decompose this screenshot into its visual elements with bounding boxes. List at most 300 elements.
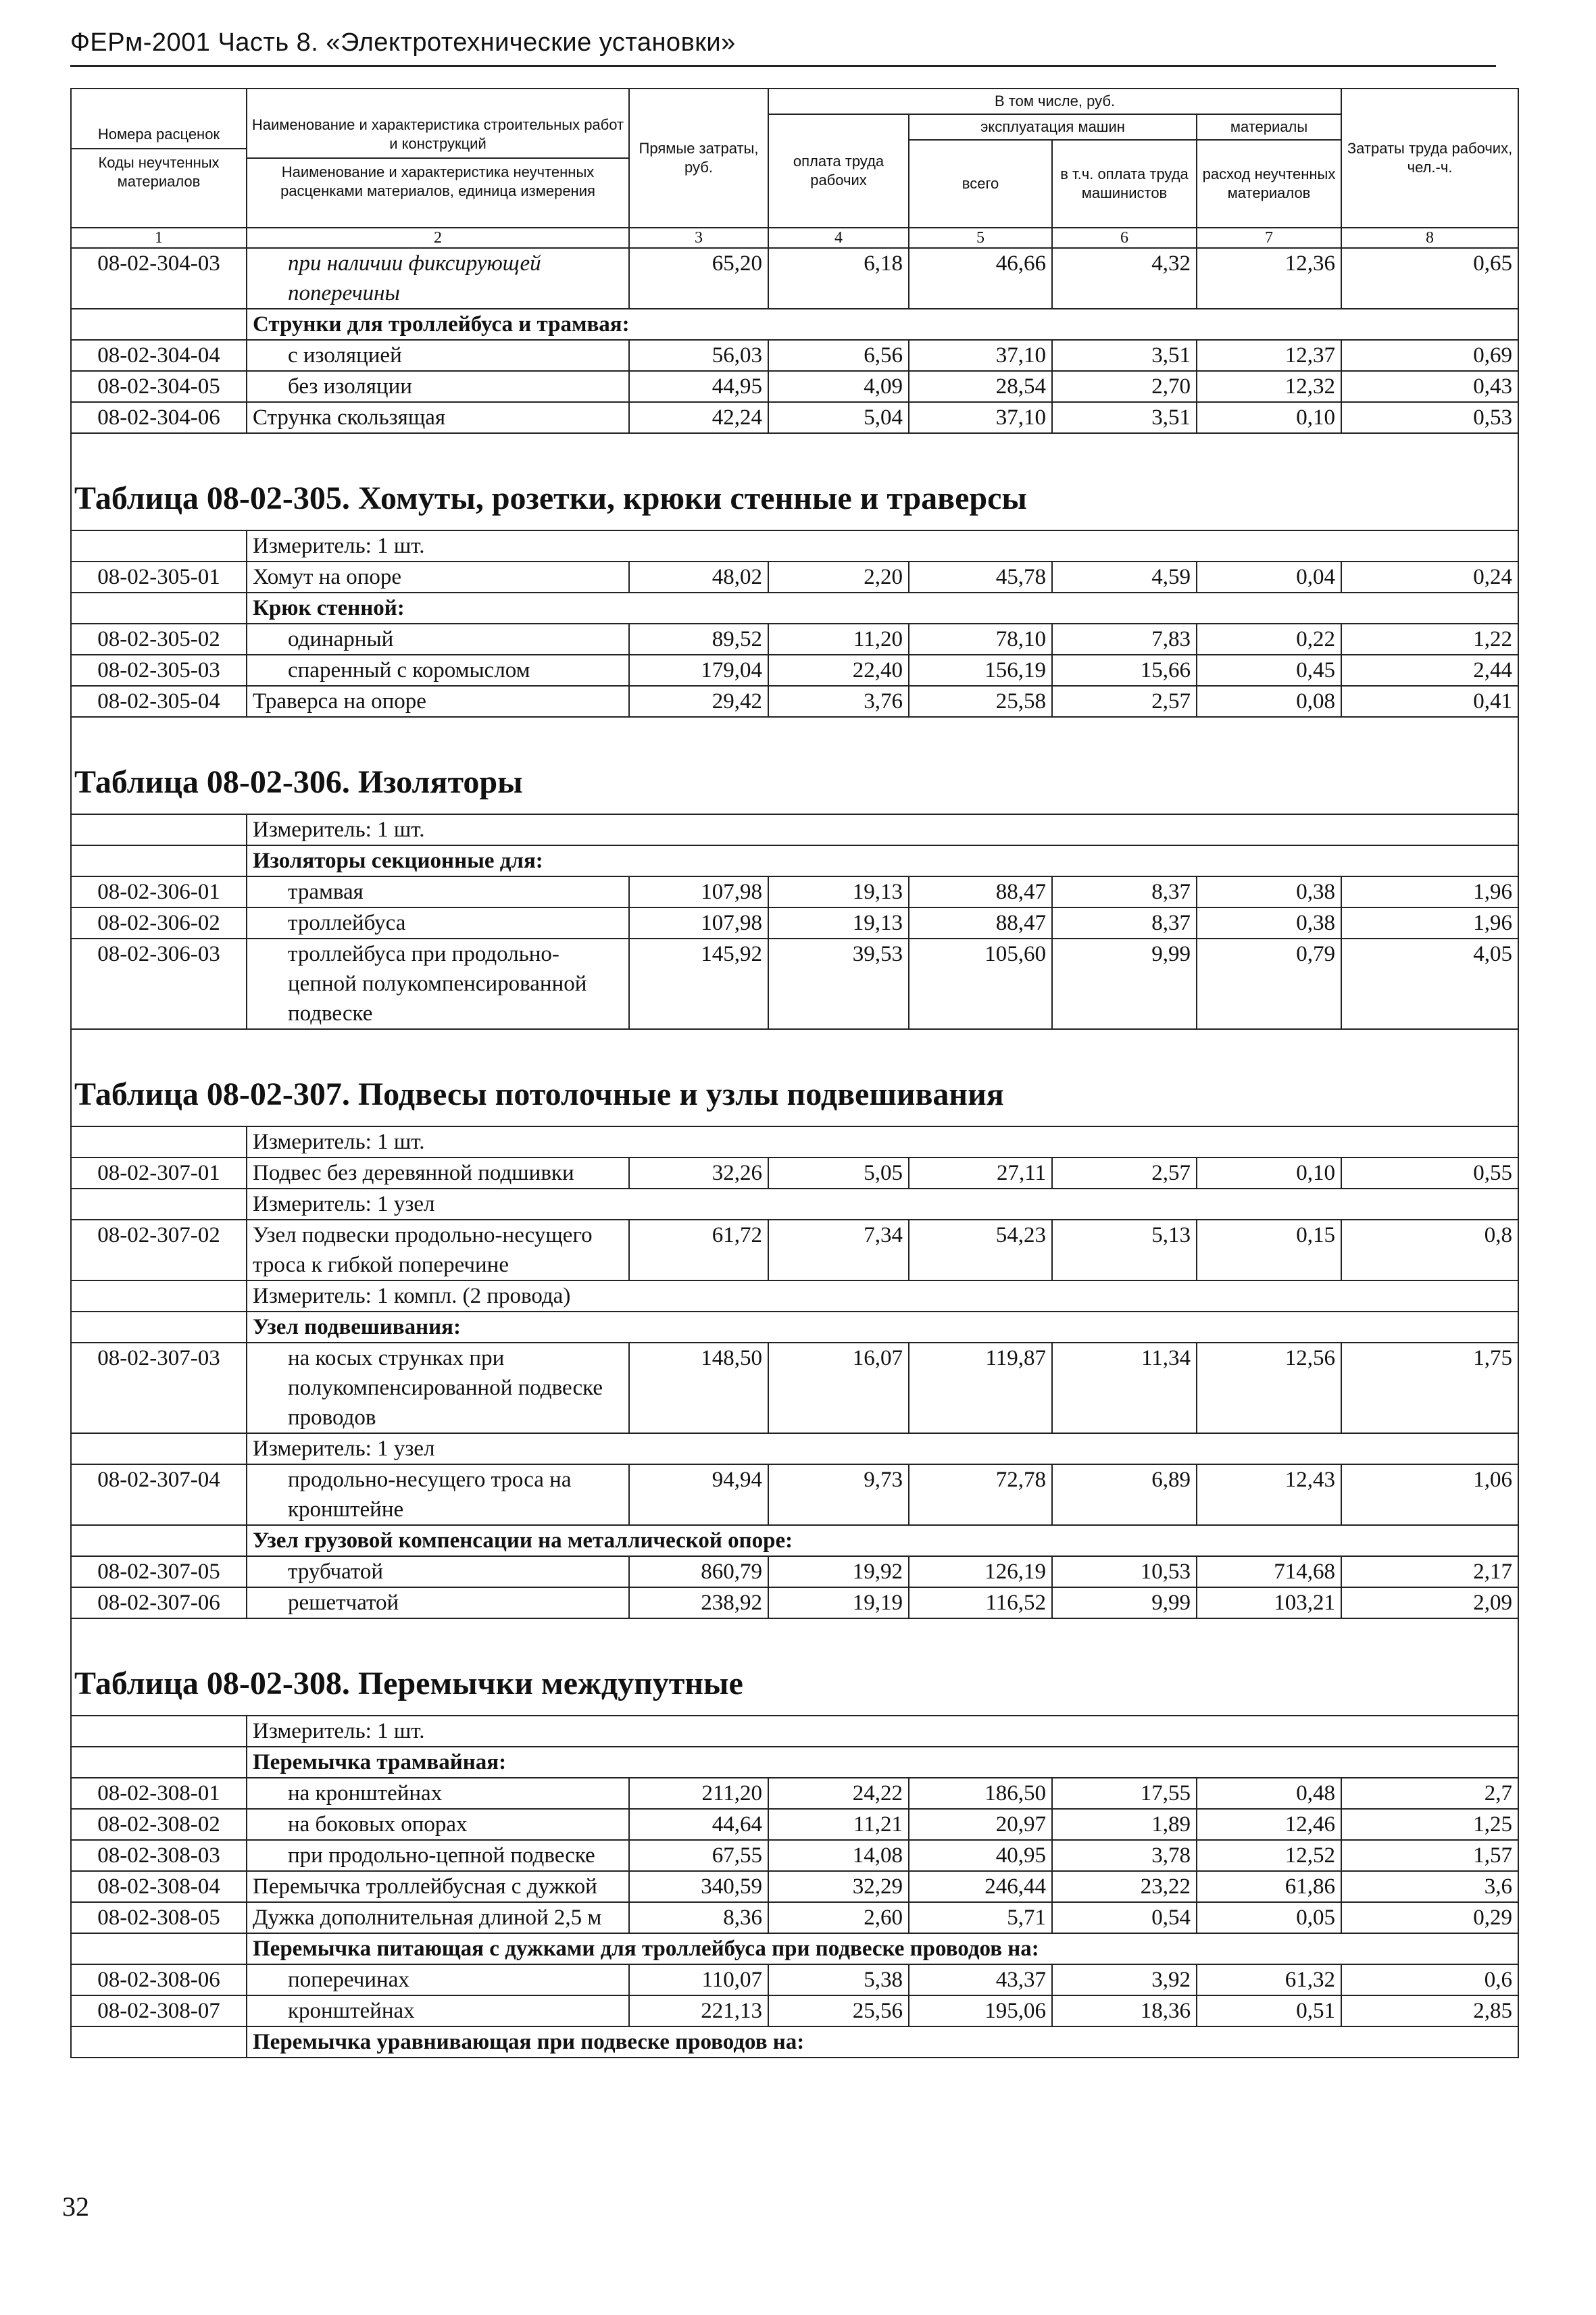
work-name: Узел подвески продольно-несущего троса к гибкой поперечине (247, 1220, 629, 1280)
table-body (71, 89, 1518, 2058)
table-row (71, 1464, 1518, 1525)
header-direct-costs: Прямые затраты, руб. (629, 89, 768, 228)
machines-total-value: 20,97 (909, 1809, 1052, 1840)
machinist-pay-value: 10,53 (1052, 1556, 1197, 1587)
rate-code: 08-02-307-03 (71, 1343, 247, 1433)
header-name-bottom: Наименование и характеристика неучтенных расценками материалов, единица измерения (280, 164, 595, 199)
materials-value: 12,46 (1197, 1809, 1341, 1840)
table-row (71, 1995, 1518, 2026)
table-row (71, 876, 1518, 907)
column-number: 5 (909, 228, 1052, 248)
measure-spacer (71, 1126, 247, 1158)
machines-total-value: 25,58 (909, 686, 1052, 717)
direct-costs-value: 89,52 (629, 624, 768, 655)
subheading: Узел подвешивания: (247, 1312, 1518, 1343)
subheading: Перемычка уравнивающая при подвеске проводов на: (247, 2026, 1518, 2058)
labor-costs-value: 0,29 (1341, 1902, 1518, 1933)
machines-total-value: 46,66 (909, 248, 1052, 309)
column-number: 3 (629, 228, 768, 248)
machinist-pay-value: 3,92 (1052, 1964, 1197, 1995)
labor-pay-value: 19,19 (768, 1587, 909, 1618)
machines-total-value: 186,50 (909, 1778, 1052, 1809)
labor-costs-value: 2,44 (1341, 655, 1518, 686)
subheading: Изоляторы секционные для: (247, 845, 1518, 876)
direct-costs-value: 94,94 (629, 1464, 768, 1525)
labor-pay-value: 5,38 (768, 1964, 909, 1995)
header-name (247, 89, 629, 228)
table-row (71, 1902, 1518, 1933)
header-codes (71, 89, 247, 228)
table-row (71, 562, 1518, 593)
unit-of-measure: Измеритель: 1 шт. (247, 1716, 1518, 1747)
materials-value: 0,15 (1197, 1220, 1341, 1280)
table-row (71, 1220, 1518, 1280)
machinist-pay-value: 2,57 (1052, 686, 1197, 717)
subheading-spacer (71, 1312, 247, 1343)
rate-code: 08-02-304-04 (71, 340, 247, 371)
subheading-spacer (71, 1747, 247, 1778)
table-row (71, 248, 1518, 309)
work-name: Струнка скользящая (247, 402, 629, 433)
materials-value: 12,37 (1197, 340, 1341, 371)
table-row (71, 907, 1518, 939)
section-title-row (71, 745, 1518, 814)
direct-costs-value: 44,64 (629, 1809, 768, 1840)
header-rule (70, 65, 1496, 67)
subheading-row (71, 1933, 1518, 1964)
unit-of-measure: Измеритель: 1 компл. (2 провода) (247, 1280, 1518, 1312)
work-name: трамвая (247, 876, 629, 907)
table-row (71, 686, 1518, 717)
materials-value: 0,05 (1197, 1902, 1341, 1933)
materials-value: 0,45 (1197, 655, 1341, 686)
machinist-pay-value: 9,99 (1052, 1587, 1197, 1618)
section-gap (71, 433, 1518, 461)
unit-of-measure: Измеритель: 1 шт. (247, 530, 1518, 562)
header-machinist-pay: в т.ч. оплата труда машинистов (1052, 140, 1197, 228)
subheading-row (71, 2026, 1518, 2058)
subheading-spacer (71, 2026, 247, 2058)
rate-code: 08-02-305-03 (71, 655, 247, 686)
unit-of-measure: Измеритель: 1 узел (247, 1189, 1518, 1220)
measure-spacer (71, 1716, 247, 1747)
unit-of-measure: Измеритель: 1 узел (247, 1433, 1518, 1464)
section-title: Таблица 08-02-307. Подвесы потолочные и узлы подвешивания (71, 1057, 1518, 1126)
rate-code: 08-02-306-02 (71, 907, 247, 939)
table-row (71, 1871, 1518, 1902)
work-name: продольно-несущего троса на кронштейне (247, 1464, 629, 1525)
labor-pay-value: 5,04 (768, 402, 909, 433)
labor-pay-value: 3,76 (768, 686, 909, 717)
work-name: при продольно-цепной подвеске (247, 1840, 629, 1871)
machinist-pay-value: 4,32 (1052, 248, 1197, 309)
labor-costs-value: 0,55 (1341, 1158, 1518, 1189)
labor-costs-value: 1,06 (1341, 1464, 1518, 1525)
header-materials-consumption: расход неучтенных материалов (1197, 140, 1341, 228)
rate-code: 08-02-308-01 (71, 1778, 247, 1809)
rate-code: 08-02-308-06 (71, 1964, 247, 1995)
labor-costs-value: 0,41 (1341, 686, 1518, 717)
machines-total-value: 40,95 (909, 1840, 1052, 1871)
work-name: троллейбуса (247, 907, 629, 939)
direct-costs-value: 211,20 (629, 1778, 768, 1809)
labor-pay-value: 5,05 (768, 1158, 909, 1189)
measure-row (71, 1716, 1518, 1747)
rate-code: 08-02-307-06 (71, 1587, 247, 1618)
machinist-pay-value: 18,36 (1052, 1995, 1197, 2026)
work-name: Подвес без деревянной подшивки (247, 1158, 629, 1189)
header-row-1 (71, 89, 1518, 114)
table-row (71, 402, 1518, 433)
direct-costs-value: 107,98 (629, 876, 768, 907)
labor-costs-value: 1,25 (1341, 1809, 1518, 1840)
rate-code: 08-02-307-04 (71, 1464, 247, 1525)
machines-total-value: 72,78 (909, 1464, 1052, 1525)
header-codes-divider (72, 148, 246, 149)
work-name: с изоляцией (247, 340, 629, 371)
direct-costs-value: 65,20 (629, 248, 768, 309)
machinist-pay-value: 4,59 (1052, 562, 1197, 593)
header-codes-bottom: Коды неучтенных материалов (98, 154, 220, 190)
machines-total-value: 45,78 (909, 562, 1052, 593)
rates-table (70, 88, 1519, 2058)
machinist-pay-value: 11,34 (1052, 1343, 1197, 1433)
table-row (71, 655, 1518, 686)
subheading: Узел грузовой компенсации на металлической опоре: (247, 1525, 1518, 1556)
machinist-pay-value: 1,89 (1052, 1809, 1197, 1840)
direct-costs-value: 145,92 (629, 939, 768, 1029)
labor-pay-value: 6,56 (768, 340, 909, 371)
work-name: одинарный (247, 624, 629, 655)
table-row (71, 1840, 1518, 1871)
machines-total-value: 105,60 (909, 939, 1052, 1029)
materials-value: 61,86 (1197, 1871, 1341, 1902)
materials-value: 0,48 (1197, 1778, 1341, 1809)
table-row (71, 1809, 1518, 1840)
rate-code: 08-02-307-01 (71, 1158, 247, 1189)
rate-code: 08-02-308-02 (71, 1809, 247, 1840)
labor-pay-value: 2,20 (768, 562, 909, 593)
measure-spacer (71, 1433, 247, 1464)
subheading-row (71, 309, 1518, 340)
subheading-spacer (71, 1525, 247, 1556)
direct-costs-value: 860,79 (629, 1556, 768, 1587)
machines-total-value: 28,54 (909, 371, 1052, 402)
table-row (71, 1964, 1518, 1995)
labor-pay-value: 19,13 (768, 907, 909, 939)
labor-costs-value: 0,8 (1341, 1220, 1518, 1280)
machines-total-value: 54,23 (909, 1220, 1052, 1280)
labor-costs-value: 1,96 (1341, 907, 1518, 939)
machines-total-value: 5,71 (909, 1902, 1052, 1933)
materials-value: 12,52 (1197, 1840, 1341, 1871)
measure-row (71, 1280, 1518, 1312)
materials-value: 0,79 (1197, 939, 1341, 1029)
materials-value: 714,68 (1197, 1556, 1341, 1587)
direct-costs-value: 48,02 (629, 562, 768, 593)
materials-value: 0,04 (1197, 562, 1341, 593)
rate-code: 08-02-306-01 (71, 876, 247, 907)
labor-costs-value: 0,24 (1341, 562, 1518, 593)
section-title-row (71, 1057, 1518, 1126)
section-title: Таблица 08-02-306. Изоляторы (71, 745, 1518, 814)
rate-code: 08-02-308-04 (71, 1871, 247, 1902)
materials-value: 0,10 (1197, 402, 1341, 433)
header-column-numbers (71, 228, 1518, 248)
header-including: В том числе, руб. (768, 89, 1341, 114)
labor-costs-value: 0,69 (1341, 340, 1518, 371)
labor-pay-value: 16,07 (768, 1343, 909, 1433)
machines-total-value: 37,10 (909, 340, 1052, 371)
header-name-divider (247, 157, 628, 159)
machinist-pay-value: 9,99 (1052, 939, 1197, 1029)
labor-pay-value: 11,21 (768, 1809, 909, 1840)
measure-spacer (71, 1189, 247, 1220)
labor-pay-value: 39,53 (768, 939, 909, 1029)
header-materials-group: материалы (1197, 114, 1341, 140)
section-title-row (71, 461, 1518, 530)
measure-row (71, 1433, 1518, 1464)
machines-total-value: 246,44 (909, 1871, 1052, 1902)
work-name: на кронштейнах (247, 1778, 629, 1809)
labor-pay-value: 22,40 (768, 655, 909, 686)
measure-row (71, 1189, 1518, 1220)
machinist-pay-value: 2,57 (1052, 1158, 1197, 1189)
direct-costs-value: 29,42 (629, 686, 768, 717)
unit-of-measure: Измеритель: 1 шт. (247, 814, 1518, 845)
section-gap-cell (71, 1618, 1518, 1646)
table-row (71, 624, 1518, 655)
column-number: 6 (1052, 228, 1197, 248)
materials-value: 0,08 (1197, 686, 1341, 717)
section-gap (71, 1618, 1518, 1646)
table-row (71, 371, 1518, 402)
labor-costs-value: 3,6 (1341, 1871, 1518, 1902)
labor-costs-value: 0,65 (1341, 248, 1518, 309)
rate-code: 08-02-307-05 (71, 1556, 247, 1587)
subheading: Перемычка питающая с дужками для троллейбуса при подвеске проводов на: (247, 1933, 1518, 1964)
machines-total-value: 27,11 (909, 1158, 1052, 1189)
measure-spacer (71, 814, 247, 845)
labor-pay-value: 24,22 (768, 1778, 909, 1809)
rate-code: 08-02-308-05 (71, 1902, 247, 1933)
work-name: Перемычка троллейбусная с дужкой (247, 1871, 629, 1902)
work-name: трубчатой (247, 1556, 629, 1587)
labor-pay-value: 6,18 (768, 248, 909, 309)
materials-value: 12,56 (1197, 1343, 1341, 1433)
machines-total-value: 119,87 (909, 1343, 1052, 1433)
header-labor-costs: Затраты труда рабочих, чел.-ч. (1341, 89, 1518, 228)
header-machines-total: всего (909, 140, 1052, 228)
direct-costs-value: 340,59 (629, 1871, 768, 1902)
work-name: решетчатой (247, 1587, 629, 1618)
materials-value: 103,21 (1197, 1587, 1341, 1618)
table-row (71, 939, 1518, 1029)
machinist-pay-value: 17,55 (1052, 1778, 1197, 1809)
machines-total-value: 88,47 (909, 907, 1052, 939)
work-name: троллейбуса при продольно-цепной полукомпенсированной подвеске (247, 939, 629, 1029)
table-row (71, 1556, 1518, 1587)
materials-value: 0,38 (1197, 907, 1341, 939)
rate-code: 08-02-305-04 (71, 686, 247, 717)
table-row (71, 1158, 1518, 1189)
labor-costs-value: 2,85 (1341, 1995, 1518, 2026)
direct-costs-value: 148,50 (629, 1343, 768, 1433)
direct-costs-value: 107,98 (629, 907, 768, 939)
subheading-row (71, 1312, 1518, 1343)
measure-spacer (71, 530, 247, 562)
labor-costs-value: 1,96 (1341, 876, 1518, 907)
column-number: 7 (1197, 228, 1341, 248)
machinist-pay-value: 2,70 (1052, 371, 1197, 402)
column-number: 8 (1341, 228, 1518, 248)
unit-of-measure: Измеритель: 1 шт. (247, 1126, 1518, 1158)
column-number: 1 (71, 228, 247, 248)
work-name: на боковых опорах (247, 1809, 629, 1840)
direct-costs-value: 179,04 (629, 655, 768, 686)
subheading: Крюк стенной: (247, 593, 1518, 624)
materials-value: 12,43 (1197, 1464, 1341, 1525)
section-title: Таблица 08-02-308. Перемычки междупутные (71, 1646, 1518, 1716)
section-title: Таблица 08-02-305. Хомуты, розетки, крюки стенные и траверсы (71, 461, 1518, 530)
header-name-top: Наименование и характеристика строительных работ и конструкций (251, 116, 624, 152)
materials-value: 0,22 (1197, 624, 1341, 655)
direct-costs-value: 56,03 (629, 340, 768, 371)
machinist-pay-value: 15,66 (1052, 655, 1197, 686)
subheading-spacer (71, 1933, 247, 1964)
measure-spacer (71, 1280, 247, 1312)
direct-costs-value: 110,07 (629, 1964, 768, 1995)
work-name: при наличии фиксирующей поперечины (247, 248, 629, 309)
header-machines: эксплуатация машин (909, 114, 1197, 140)
direct-costs-value: 238,92 (629, 1587, 768, 1618)
work-name: без изоляции (247, 371, 629, 402)
measure-row (71, 530, 1518, 562)
machinist-pay-value: 7,83 (1052, 624, 1197, 655)
materials-value: 0,51 (1197, 1995, 1341, 2026)
labor-pay-value: 25,56 (768, 1995, 909, 2026)
labor-costs-value: 1,75 (1341, 1343, 1518, 1433)
measure-row (71, 1126, 1518, 1158)
machines-total-value: 88,47 (909, 876, 1052, 907)
labor-costs-value: 1,57 (1341, 1840, 1518, 1871)
subheading-spacer (71, 309, 247, 340)
machinist-pay-value: 23,22 (1052, 1871, 1197, 1902)
section-gap (71, 1029, 1518, 1057)
subheading-row (71, 845, 1518, 876)
labor-pay-value: 11,20 (768, 624, 909, 655)
machines-total-value: 116,52 (909, 1587, 1052, 1618)
rate-code: 08-02-305-02 (71, 624, 247, 655)
direct-costs-value: 42,24 (629, 402, 768, 433)
labor-pay-value: 19,92 (768, 1556, 909, 1587)
rate-code: 08-02-305-01 (71, 562, 247, 593)
labor-costs-value: 2,7 (1341, 1778, 1518, 1809)
section-title-row (71, 1646, 1518, 1716)
subheading-spacer (71, 845, 247, 876)
materials-value: 0,38 (1197, 876, 1341, 907)
labor-costs-value: 0,43 (1341, 371, 1518, 402)
table-row (71, 340, 1518, 371)
labor-pay-value: 4,09 (768, 371, 909, 402)
section-gap-cell (71, 1029, 1518, 1057)
materials-value: 12,32 (1197, 371, 1341, 402)
work-name: спаренный с коромыслом (247, 655, 629, 686)
materials-value: 0,10 (1197, 1158, 1341, 1189)
table-row (71, 1343, 1518, 1433)
rate-code: 08-02-304-05 (71, 371, 247, 402)
direct-costs-value: 67,55 (629, 1840, 768, 1871)
table-row (71, 1587, 1518, 1618)
machines-total-value: 156,19 (909, 655, 1052, 686)
direct-costs-value: 61,72 (629, 1220, 768, 1280)
subheading: Струнки для троллейбуса и трамвая: (247, 309, 1518, 340)
machinist-pay-value: 3,51 (1052, 402, 1197, 433)
labor-pay-value: 32,29 (768, 1871, 909, 1902)
rate-code: 08-02-308-03 (71, 1840, 247, 1871)
work-name: Хомут на опоре (247, 562, 629, 593)
labor-pay-value: 19,13 (768, 876, 909, 907)
machines-total-value: 126,19 (909, 1556, 1052, 1587)
machinist-pay-value: 3,51 (1052, 340, 1197, 371)
column-number: 2 (247, 228, 629, 248)
direct-costs-value: 8,36 (629, 1902, 768, 1933)
labor-costs-value: 2,09 (1341, 1587, 1518, 1618)
measure-row (71, 814, 1518, 845)
machines-total-value: 43,37 (909, 1964, 1052, 1995)
machinist-pay-value: 5,13 (1052, 1220, 1197, 1280)
work-name: Дужка дополнительная длиной 2,5 м (247, 1902, 629, 1933)
section-gap (71, 717, 1518, 745)
machines-total-value: 195,06 (909, 1995, 1052, 2026)
direct-costs-value: 221,13 (629, 1995, 768, 2026)
rate-code: 08-02-304-03 (71, 248, 247, 309)
direct-costs-value: 44,95 (629, 371, 768, 402)
section-gap-cell (71, 717, 1518, 745)
subheading-row (71, 1747, 1518, 1778)
running-header: ФЕРм-2001 Часть 8. «Электротехнические установки» (70, 28, 736, 57)
subheading: Перемычка трамвайная: (247, 1747, 1518, 1778)
labor-pay-value: 9,73 (768, 1464, 909, 1525)
machinist-pay-value: 0,54 (1052, 1902, 1197, 1933)
rate-code: 08-02-304-06 (71, 402, 247, 433)
direct-costs-value: 32,26 (629, 1158, 768, 1189)
rate-code: 08-02-306-03 (71, 939, 247, 1029)
machinist-pay-value: 6,89 (1052, 1464, 1197, 1525)
header-codes-top: Номера расценок (97, 126, 220, 143)
work-name: на косых струнках при полукомпенсированной подвеске проводов (247, 1343, 629, 1433)
table-row (71, 1778, 1518, 1809)
labor-pay-value: 2,60 (768, 1902, 909, 1933)
header-labor-pay: оплата труда рабочих (768, 114, 909, 228)
materials-value: 12,36 (1197, 248, 1341, 309)
labor-pay-value: 14,08 (768, 1840, 909, 1871)
machines-total-value: 37,10 (909, 402, 1052, 433)
labor-pay-value: 7,34 (768, 1220, 909, 1280)
machines-total-value: 78,10 (909, 624, 1052, 655)
column-number: 4 (768, 228, 909, 248)
subheading-row (71, 1525, 1518, 1556)
materials-value: 61,32 (1197, 1964, 1341, 1995)
section-gap-cell (71, 433, 1518, 461)
labor-costs-value: 2,17 (1341, 1556, 1518, 1587)
rate-code: 08-02-308-07 (71, 1995, 247, 2026)
labor-costs-value: 1,22 (1341, 624, 1518, 655)
labor-costs-value: 4,05 (1341, 939, 1518, 1029)
subheading-row (71, 593, 1518, 624)
work-name: Траверса на опоре (247, 686, 629, 717)
labor-costs-value: 0,6 (1341, 1964, 1518, 1995)
